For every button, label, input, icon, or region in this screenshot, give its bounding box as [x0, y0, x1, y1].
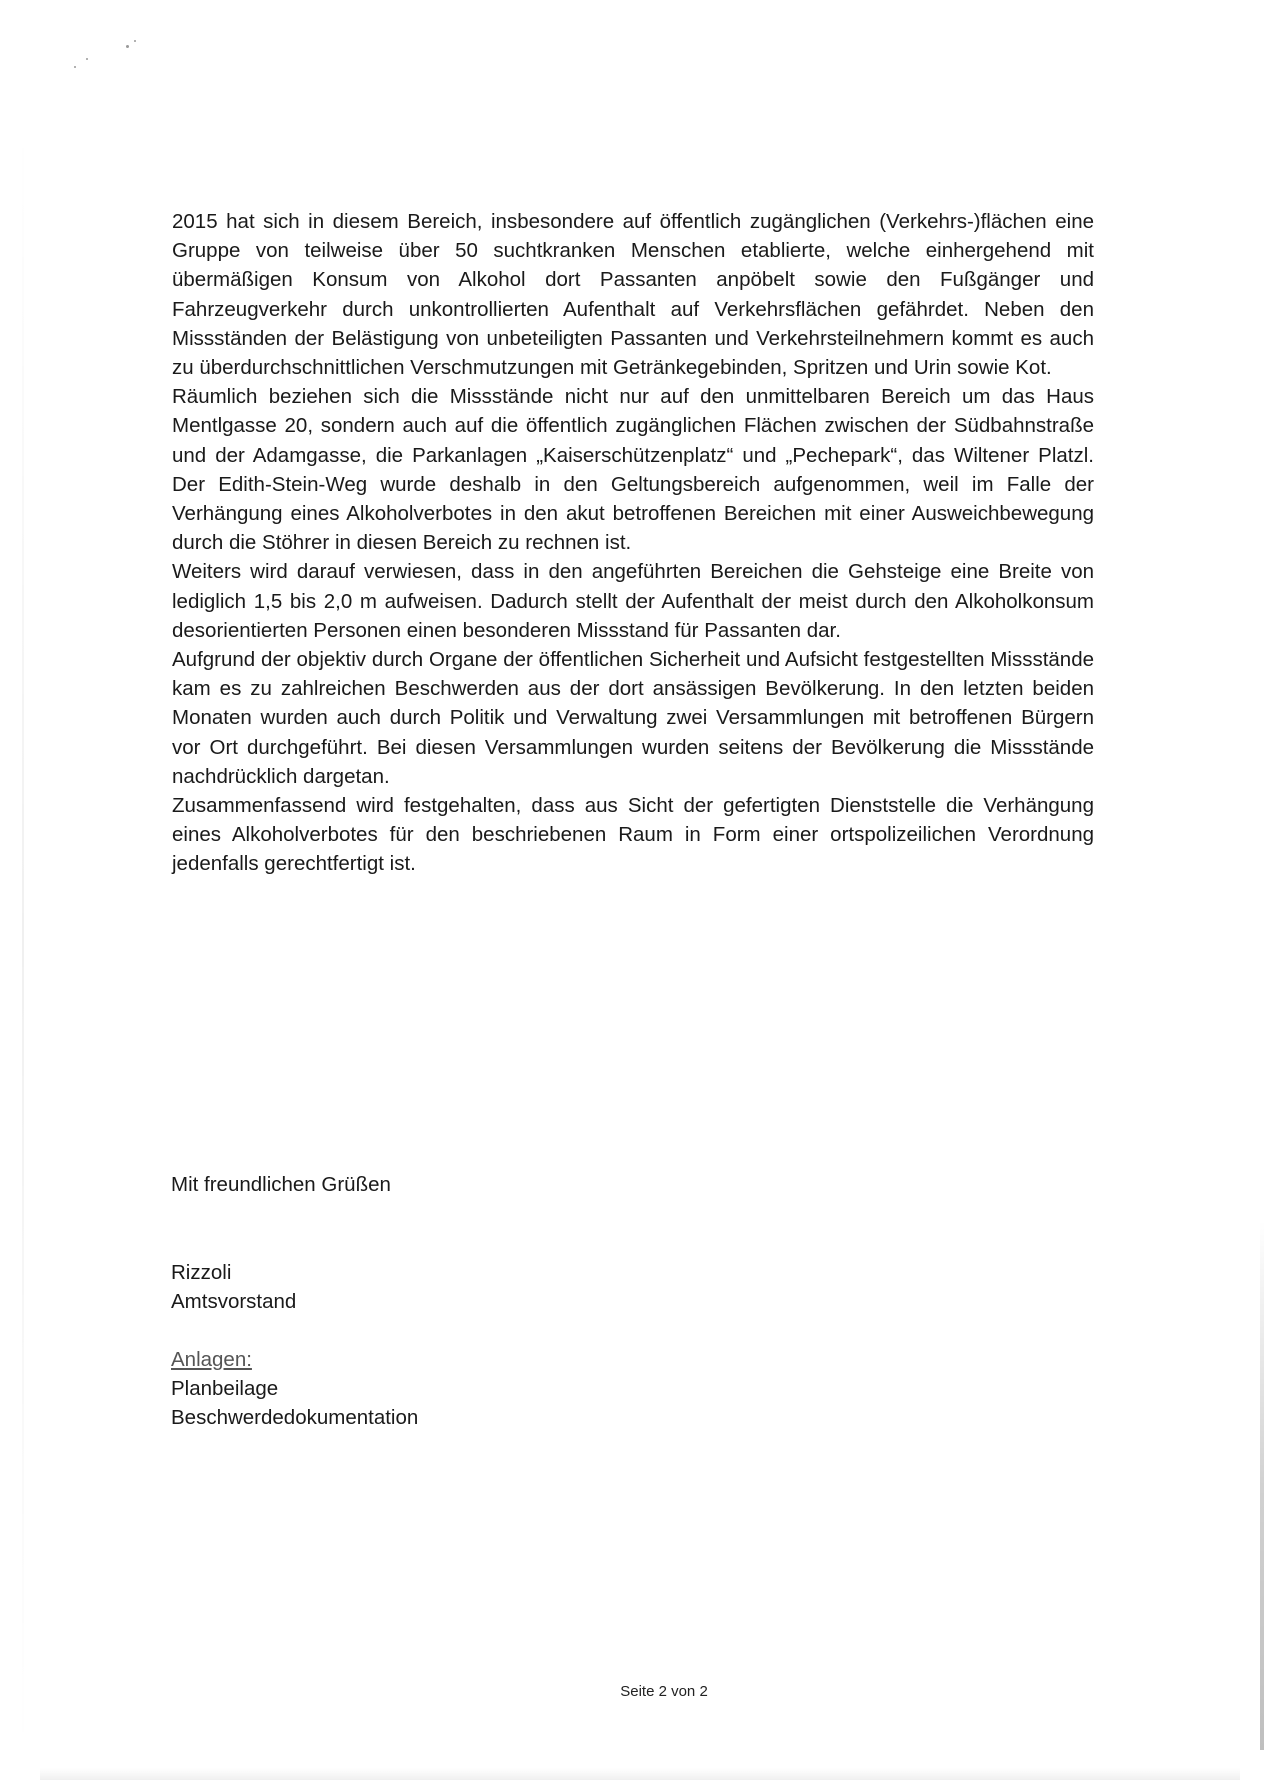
letter-body: [172, 207, 1094, 879]
attachment-item: Planbeilage: [171, 1377, 279, 1400]
closing-greeting: [171, 1170, 391, 1199]
scan-speck: [74, 66, 76, 68]
scan-speck: [86, 58, 88, 60]
greeting-text: Mit freundlichen Grüßen: [171, 1173, 391, 1196]
body-paragraph: Räumlich beziehen sich die Missstände nicht nur auf den unmittelbaren Bereich um das Haus Mentlgasse 20, sondern auch auf die öffentlich zugänglichen Flächen zwischen der Südbahnstraße und der Adamgasse, die Parkanlagen „Kaiserschützenplatz“ und „Pechepark“, das Wiltener Platzl. Der Edith-Stein-Weg wurde deshalb in den Geltungsbereich aufgenommen, weil im Falle der Verhängung eines Alkoholverbotes in den akut betroffenen Bereichen mit einer Ausweichbewegung durch die Stöhrer in diesen Bereich zu rechnen ist.: [172, 385, 1094, 555]
scan-edge-left: [22, 120, 24, 1760]
body-paragraph: 2015 hat sich in diesem Bereich, insbesondere auf öffentlich zugänglichen (Verkehrs-)flächen eine Gruppe von teilweise über 50 suchtkranken Menschen etablierte, welche einhergehend mit übermäßigen Konsum von Alkohol dort Passanten anpöbelt sowie den Fußgänger und Fahrzeugverkehr durch unkontrollierten Aufenthalt auf Verkehrsflächen gefährdet. Neben den Missständen der Belästigung von unbeteiligten Passanten und Verkehrsteilnehmern kommt es auch zu überdurchschnittlichen Verschmutzungen mit Getränkegebinden, Spritzen und Urin sowie Kot.: [172, 210, 1094, 380]
body-paragraph: Weiters wird darauf verwiesen, dass in den angeführten Bereichen die Gehsteige eine Breite von lediglich 1,5 bis 2,0 m aufweisen. Dadurch stellt der Aufenthalt der meist durch den Alkoholkonsum desorientierten Personen einen besonderen Missstand für Passanten dar.: [172, 560, 1094, 642]
body-paragraph: Zusammenfassend wird festgehalten, dass aus Sicht der gefertigten Dienststelle die Verhängung eines Alkoholverbotes für den beschriebenen Raum in Form einer ortspolizeilichen Verordnung jedenfalls gerechtfertigt ist.: [172, 794, 1094, 876]
body-paragraph: Aufgrund der objektiv durch Organe der öffentlichen Sicherheit und Aufsicht festgestellten Missstände kam es zu zahlreichen Beschwerden aus der dort ansässigen Bevölkerung. In den letzten beiden Monaten wurden auch durch Politik und Verwaltung zwei Versammlungen mit betroffenen Bürgern vor Ort durchgeführt. Bei diesen Versammlungen wurden seitens der Bevölkerung die Missstände nachdrücklich dargetan.: [172, 648, 1094, 788]
attachments-heading: Anlagen:: [171, 1348, 252, 1371]
scan-edge-bottom: [40, 1768, 1240, 1780]
signature-block: [171, 1258, 296, 1316]
scan-speck: [126, 45, 129, 48]
signatory-title: Amtsvorstand: [171, 1290, 297, 1313]
signatory-name: Rizzoli: [171, 1261, 232, 1284]
scan-edge-right: [1260, 1220, 1264, 1750]
scan-speck: [134, 40, 136, 42]
attachments-block: [171, 1345, 418, 1432]
page-number-footer: Seite 2 von 2: [620, 1683, 708, 1700]
attachment-item: Beschwerdedokumentation: [171, 1406, 419, 1429]
